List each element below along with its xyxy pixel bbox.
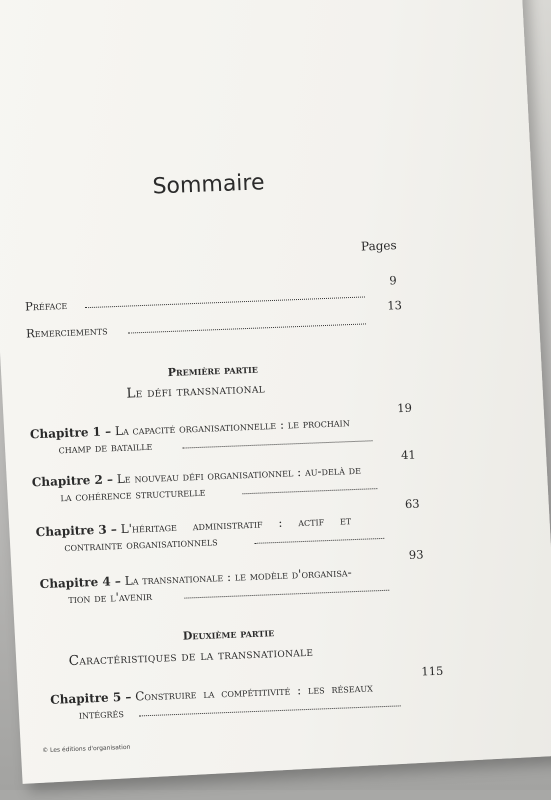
chapter-title-continued: champ de bataille bbox=[58, 438, 153, 457]
chapter-title: Le nouveau défi organisationnel : au-delà de bbox=[116, 462, 362, 487]
toc-entry-label: Préface bbox=[24, 297, 68, 314]
chapter-number: Chapitre 3 – bbox=[35, 522, 118, 540]
toc-page-number: 115 bbox=[421, 663, 444, 679]
chapter-title: Construire la compétitivité : les réseaux bbox=[134, 680, 374, 704]
toc-page-number: 41 bbox=[400, 447, 416, 463]
toc-page-number: 93 bbox=[408, 547, 424, 562]
chapter-title: La transnationale : le modèle d'organisa- bbox=[124, 565, 352, 588]
chapter-number: Chapitre 5 – bbox=[49, 689, 132, 707]
chapter-title: L'héritage administratif : actif et bbox=[120, 513, 352, 536]
dot-leader bbox=[242, 488, 377, 494]
chapter-number: Chapitre 1 – bbox=[29, 424, 112, 442]
dot-leader bbox=[85, 296, 365, 308]
dot-leader bbox=[128, 323, 366, 333]
chapter-4 bbox=[39, 565, 351, 591]
pages-column-header: Pages bbox=[360, 238, 397, 254]
page-title: Sommaire bbox=[152, 170, 265, 200]
part-title: Caractéristiques de la transnationale bbox=[68, 643, 314, 670]
copyright-footer: © Les éditions d'organisation bbox=[42, 743, 131, 755]
chapter-title-continued: intégrés bbox=[78, 706, 125, 722]
dot-leader bbox=[254, 538, 384, 544]
chapter-title-continued: la cohérence structurelle bbox=[60, 484, 206, 505]
chapter-number: Chapitre 2 – bbox=[31, 472, 114, 490]
toc-page-number: 19 bbox=[396, 400, 413, 416]
part-title: Le défi transnational bbox=[126, 380, 266, 402]
chapter-title-continued: tion de l'avenir bbox=[68, 588, 153, 607]
chapter-1 bbox=[30, 415, 350, 441]
dot-leader bbox=[139, 705, 401, 716]
dot-leader bbox=[184, 590, 389, 599]
toc-page-number: 13 bbox=[387, 298, 403, 313]
chapter-number: Chapitre 4 – bbox=[39, 574, 122, 592]
toc-entry-label: Remerciements bbox=[25, 323, 108, 341]
toc-entry-preface bbox=[25, 298, 68, 314]
chapter-title: La capacité organisationnelle : le prochain bbox=[114, 415, 350, 439]
toc-entry-remerciements bbox=[26, 323, 108, 340]
chapter-title-continued: contrainte organisationnels bbox=[64, 534, 218, 555]
chapter-5 bbox=[50, 680, 373, 706]
part-label: Deuxième partie bbox=[182, 626, 275, 643]
toc-page-number: 63 bbox=[404, 496, 420, 512]
toc-page-number: 9 bbox=[389, 273, 397, 288]
dot-leader bbox=[183, 440, 373, 448]
part-label: Première partie bbox=[167, 362, 259, 380]
